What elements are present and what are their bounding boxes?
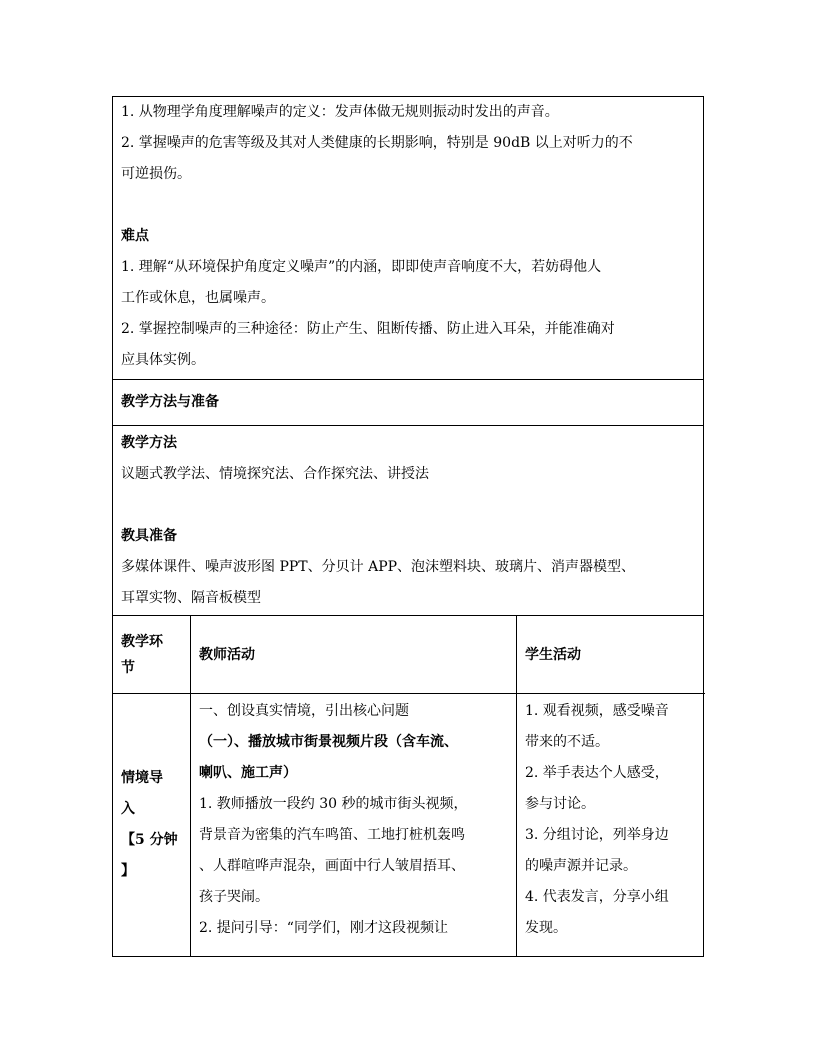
teacher-line: 、人群喧哗声混杂，画面中行人皱眉捂耳、 [199,858,465,874]
difficult-point-line: 工作或休息，也属噪声。 [121,290,275,306]
header-stage [113,616,191,694]
key-point-line: 1. 从物理学角度理解噪声的定义：发声体做无规则振动时发出的声音。 [121,104,559,120]
teacher-line: （一）、播放城市街景视频片段（含车流、 [199,734,458,750]
methods-section-title-row [112,380,704,426]
teaching-aids-heading: 教具准备 [121,528,177,544]
teacher-line: 2. 提问引导：“同学们，刚才这段视频让 [199,920,448,936]
activity-table-header [113,616,703,694]
difficult-point-line: 1. 理解“从环境保护角度定义噪声”的内涵，即即使声音响度不大，若妨碍他人 [121,259,602,275]
header-teacher-label: 教师活动 [199,646,255,663]
student-line: 带来的不适。 [525,734,609,750]
teaching-method-heading: 教学方法 [121,435,177,451]
teacher-line: 背景音为密集的汽车鸣笛、工地打桩机轰鸣 [199,827,465,843]
stage-cell [113,694,191,956]
student-line: 2. 举手表达个人感受， [525,765,669,781]
student-line: 的噪声源并记录。 [525,858,637,874]
stage-line: 入 [121,801,135,817]
header-stage-line: 节 [121,659,135,676]
activity-table-row [113,694,703,956]
activity-table [112,616,704,957]
difficulty-block [112,96,704,380]
teacher-line: 喇叭、施工声） [199,765,297,781]
difficult-point-line: 2. 掌握控制噪声的三种途径：防止产生、阻断传播、防止进入耳朵，并能准确对 [121,321,615,337]
methods-block [112,426,704,616]
student-line: 3. 分组讨论，列举身边 [525,827,669,843]
teacher-activity-cell [191,694,517,956]
stage-line: 【5 分钟 [121,832,178,848]
difficult-point-line: 应具体实例。 [121,352,205,368]
stage-line: 】 [121,863,135,879]
header-student-label: 学生活动 [525,646,581,663]
teaching-aids-line: 耳罩实物、隔音板模型 [121,590,261,606]
key-point-line: 可逆损伤。 [121,166,191,182]
lesson-plan-table [112,96,704,957]
methods-section-title: 教学方法与准备 [121,394,219,410]
teaching-method-text: 议题式教学法、情境探究法、合作探究法、讲授法 [121,466,429,482]
student-line: 1. 观看视频，感受噪音 [525,703,669,719]
student-line: 4. 代表发言，分享小组 [525,889,669,905]
student-line: 参与讨论。 [525,796,595,812]
header-student [517,616,705,694]
key-point-line: 2. 掌握噪声的危害等级及其对人类健康的长期影响，特别是 90dB 以上对听力的不 [121,135,633,151]
difficult-points-heading: 难点 [121,228,149,244]
teacher-line: 1. 教师播放一段约 30 秒的城市街头视频， [199,796,468,812]
stage-line: 情境导 [121,770,163,786]
header-teacher [191,616,517,694]
header-stage-line: 教学环 [121,633,163,650]
teacher-line: 孩子哭闹。 [199,889,269,905]
teaching-aids-line: 多媒体课件、噪声波形图 PPT、分贝计 APP、泡沫塑料块、玻璃片、消声器模型、 [121,559,636,575]
teacher-line: 一、创设真实情境，引出核心问题 [199,703,409,719]
student-line: 发现。 [525,920,567,936]
student-activity-cell [517,694,705,956]
